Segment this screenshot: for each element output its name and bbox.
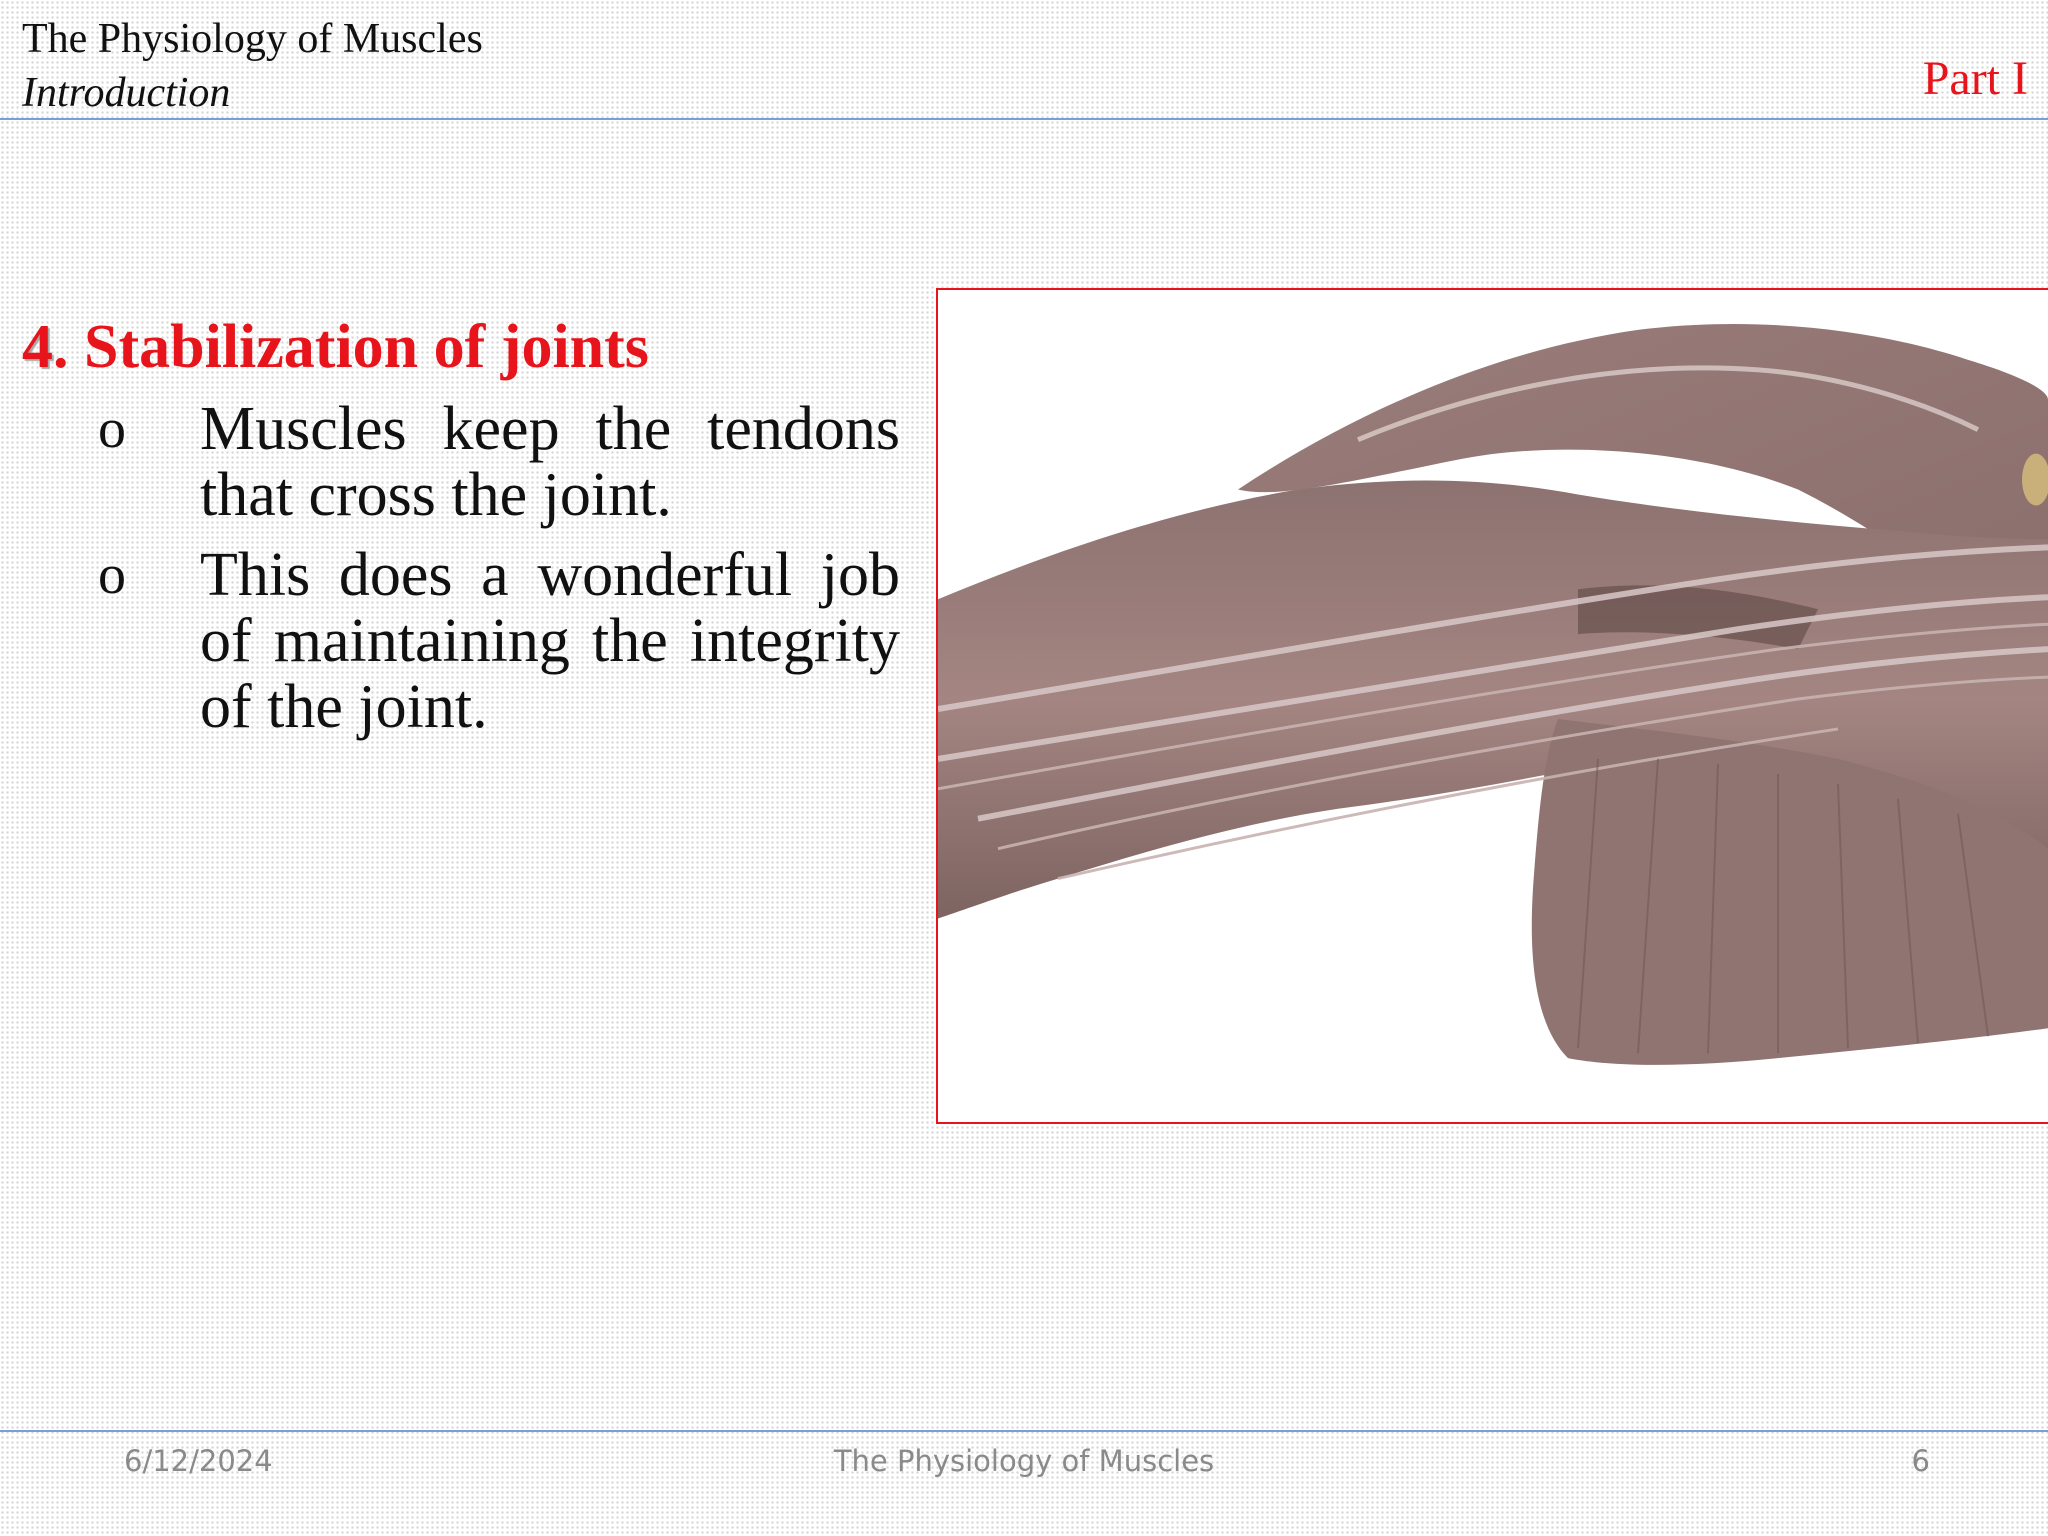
bullet-symbol: o bbox=[98, 544, 126, 606]
footer-title: The Physiology of Muscles bbox=[833, 1444, 1215, 1478]
section-heading-text: . Stabilization of joints bbox=[53, 313, 649, 381]
bullet-item bbox=[98, 542, 900, 740]
bullet-text: This does a wonderful job of maintaining the integrity of the joint. bbox=[200, 541, 900, 741]
part-label: Part I bbox=[1922, 52, 2028, 105]
dissected-arm-illustration bbox=[938, 290, 2048, 1122]
footer-date: 6/12/2024 bbox=[124, 1444, 273, 1478]
header-title: The Physiology of Muscles bbox=[22, 16, 483, 62]
header-subtitle: Introduction bbox=[22, 70, 231, 116]
bullet-item bbox=[98, 396, 900, 528]
bullet-list bbox=[98, 396, 900, 754]
header-divider bbox=[0, 118, 2048, 120]
page-number: 6 bbox=[1911, 1444, 1930, 1478]
section-number: 4 bbox=[22, 313, 53, 381]
section-heading bbox=[22, 312, 649, 383]
bullet-text: Muscles keep the tendons that cross the joint. bbox=[200, 395, 900, 529]
anatomy-figure bbox=[936, 288, 2048, 1124]
bullet-symbol: o bbox=[98, 398, 126, 460]
footer-divider bbox=[0, 1430, 2048, 1432]
